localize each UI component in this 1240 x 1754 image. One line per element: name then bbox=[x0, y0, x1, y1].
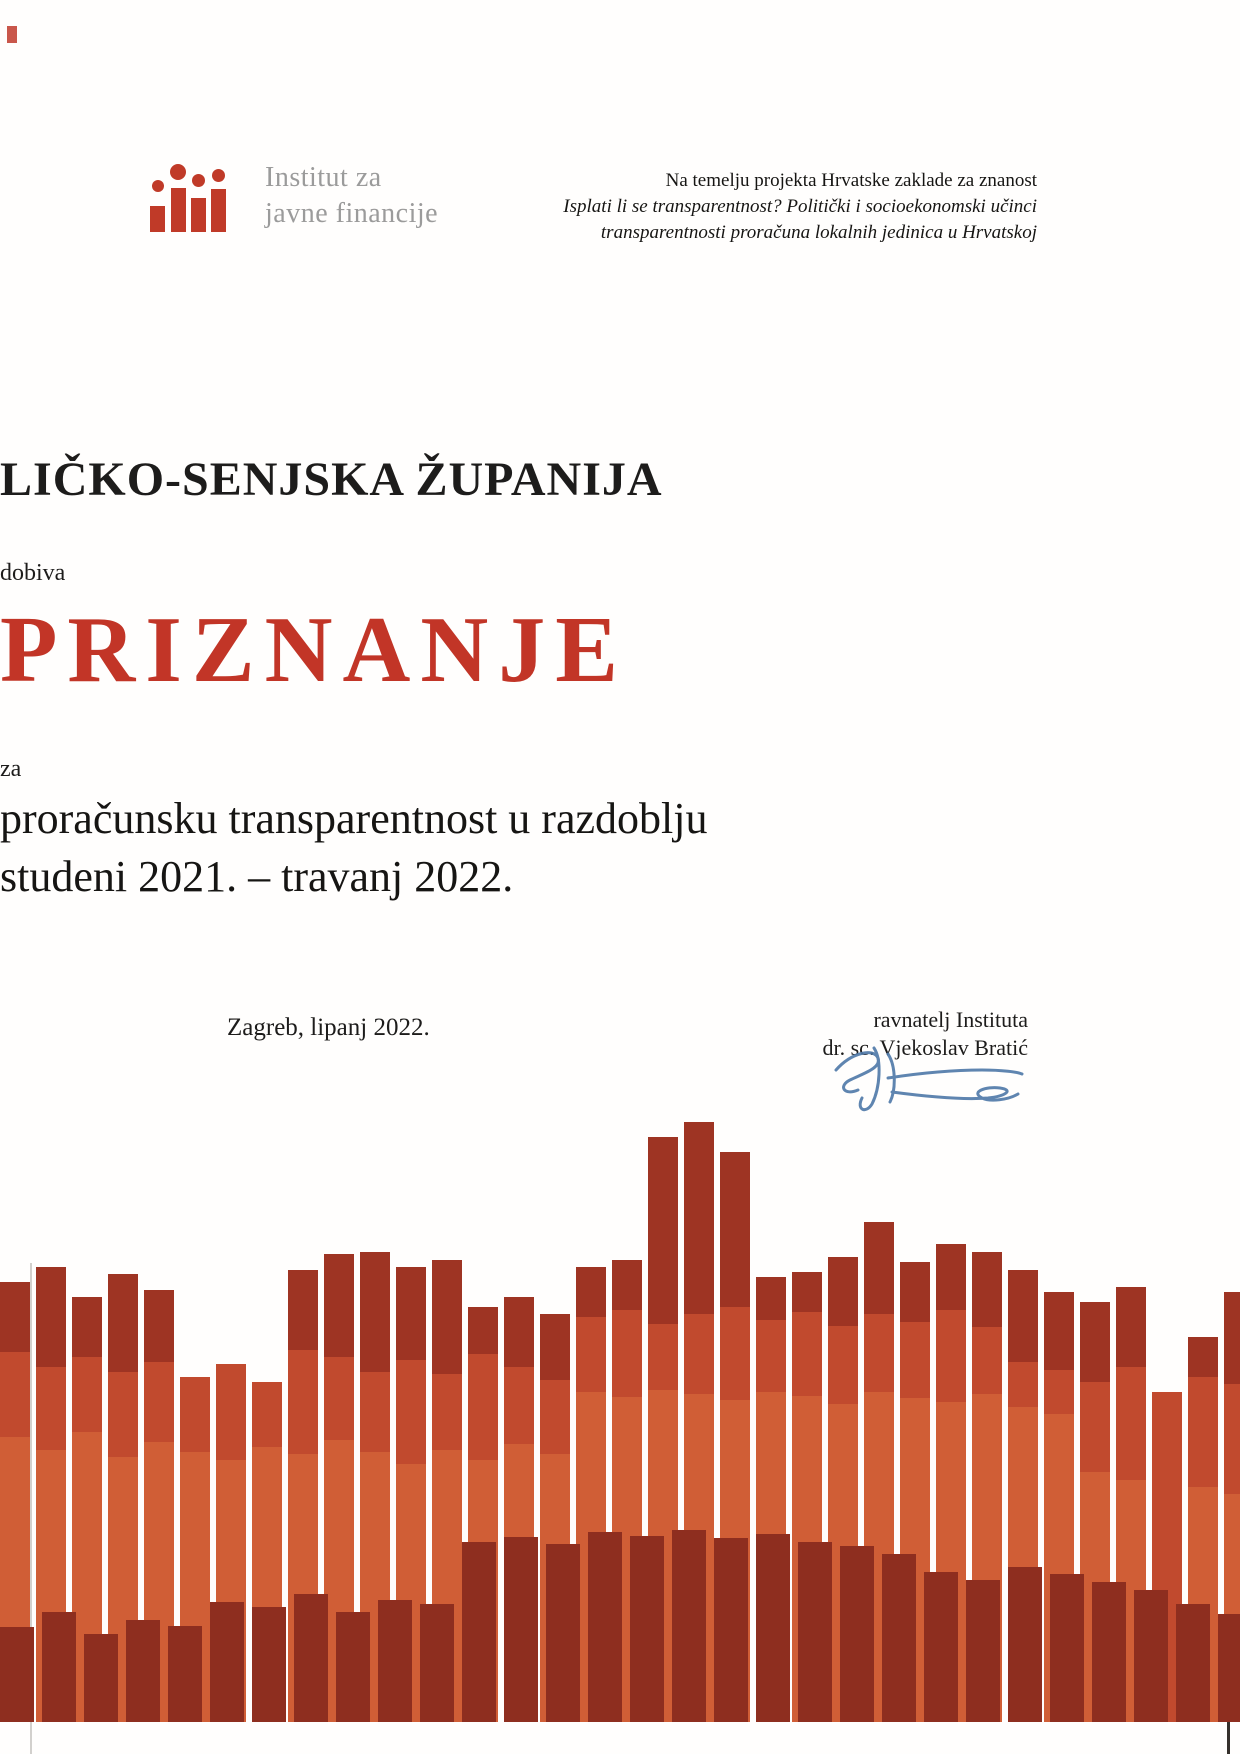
award-reason-line2: studeni 2021. – travanj 2022. bbox=[0, 852, 514, 901]
footer-bar bbox=[210, 1602, 244, 1722]
institute-name-line2: javne financije bbox=[265, 198, 439, 229]
footer-bar bbox=[294, 1594, 328, 1722]
footer-bar bbox=[0, 1627, 34, 1722]
logo-bar-column bbox=[211, 169, 226, 232]
project-note-line1: Na temelju projekta Hrvatske zaklade za znanost bbox=[665, 170, 1037, 191]
footer-bar bbox=[756, 1534, 790, 1722]
institute-name bbox=[265, 160, 438, 232]
award-title: PRIZNANJE bbox=[0, 598, 628, 702]
footer-bar bbox=[714, 1538, 748, 1722]
footer-bar bbox=[672, 1530, 706, 1722]
footer-bar bbox=[588, 1532, 622, 1722]
footer-bar bbox=[84, 1634, 118, 1722]
signatory-name: dr. sc. Vjekoslav Bratić bbox=[822, 1035, 1028, 1060]
footer-bar bbox=[798, 1542, 832, 1722]
footer-bar bbox=[840, 1546, 874, 1722]
footer-bar bbox=[1092, 1582, 1126, 1722]
footer-bar bbox=[252, 1607, 286, 1722]
footer-bar bbox=[420, 1604, 454, 1722]
footer-bar bbox=[1050, 1574, 1084, 1722]
project-note-line3: transparentnosti proračuna lokalnih jedinica u Hrvatskoj bbox=[600, 222, 1037, 243]
logo-bar-column bbox=[191, 174, 206, 232]
footer-bar bbox=[1176, 1604, 1210, 1722]
logo-bar-column bbox=[170, 164, 186, 232]
footer-layer-front-dark bbox=[0, 1094, 1240, 1722]
logo-bar-column bbox=[150, 180, 165, 232]
project-note bbox=[563, 168, 1037, 246]
place-date: Zagreb, lipanj 2022. bbox=[227, 1014, 430, 1041]
footer-bar bbox=[378, 1600, 412, 1722]
dobiva-label: dobiva bbox=[0, 560, 66, 586]
za-label: za bbox=[0, 756, 22, 782]
signatory-role: ravnatelj Instituta bbox=[873, 1007, 1028, 1032]
footer-bar bbox=[924, 1572, 958, 1722]
footer-bar bbox=[1134, 1590, 1168, 1722]
footer-bar bbox=[168, 1626, 202, 1722]
footer-bar bbox=[504, 1537, 538, 1722]
footer-bar bbox=[546, 1544, 580, 1722]
footer-bar bbox=[42, 1612, 76, 1722]
institute-logo-icon bbox=[150, 148, 226, 232]
award-reason-line1: proračunsku transparentnost u razdoblju bbox=[0, 794, 708, 843]
recipient-title: LIČKO-SENJSKA ŽUPANIJA bbox=[0, 453, 663, 506]
footer-bar bbox=[630, 1536, 664, 1722]
footer-bar bbox=[1218, 1614, 1240, 1722]
footer-bar-collage bbox=[0, 1094, 1240, 1754]
footer-bar bbox=[882, 1554, 916, 1722]
scan-mark bbox=[7, 26, 17, 43]
footer-bar bbox=[462, 1542, 496, 1722]
footer-bar bbox=[126, 1620, 160, 1722]
footer-bar bbox=[336, 1612, 370, 1722]
footer-bar bbox=[966, 1580, 1000, 1722]
award-reason bbox=[0, 790, 1240, 906]
project-note-line2: Isplati li se transparentnost? Politički i socioekonomski učinci bbox=[563, 196, 1037, 217]
footer-bar bbox=[1008, 1567, 1042, 1722]
institute-name-line1: Institut za bbox=[265, 162, 382, 193]
